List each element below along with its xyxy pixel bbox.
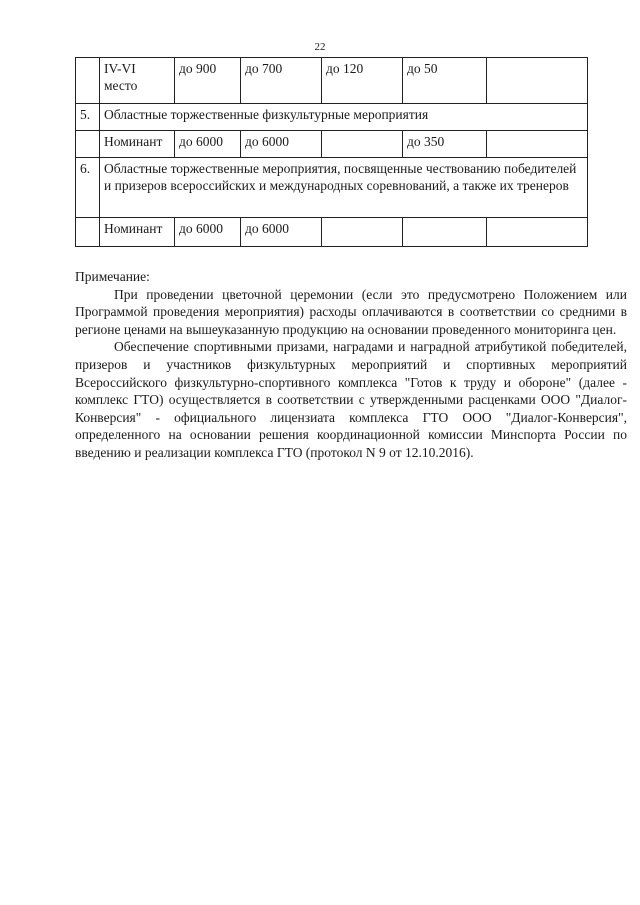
table-cell xyxy=(487,131,588,158)
table-cell xyxy=(322,218,403,247)
row-number-cell: 6. xyxy=(76,158,100,218)
table-row xyxy=(76,131,588,158)
awards-table xyxy=(75,57,588,247)
table-row xyxy=(76,58,588,104)
row-number-cell xyxy=(76,218,100,247)
table-cell: до 50 xyxy=(403,58,487,104)
table-cell xyxy=(322,131,403,158)
table-cell xyxy=(403,218,487,247)
table-cell xyxy=(487,218,588,247)
section-title-cell: Областные торжественные мероприятия, посвященные чествованию победителей и призеров всероссийских и международных соревнований, а также их тренеров xyxy=(100,158,588,218)
page-number: 22 xyxy=(314,41,326,53)
table-cell: до 700 xyxy=(241,58,322,104)
row-label-cell: Номинант xyxy=(100,218,175,247)
row-number-cell xyxy=(76,58,100,104)
table-row xyxy=(76,218,588,247)
row-number-cell xyxy=(76,131,100,158)
table-row xyxy=(76,158,588,218)
row-label-cell: Номинант xyxy=(100,131,175,158)
notes-paragraph: Обеспечение спортивными призами, наградами и наградной атрибутикой победителей, призеров и участников физкультурных мероприятий и спортивных мероприятий Всероссийского физкультурно-спортивного комплекса "Готов к труду и обороне" (далее - комплекс ГТО) осуществляется в соответствии с утвержденными расценками ООО "Диалог-Конверсия" - официального лицензиата комплекса ГТО ООО "Диалог-Конверсия", определенного на основании решения координационной комиссии Минспорта России по введению и реализации комплекса ГТО (протокол N 9 от 12.10.2016). xyxy=(75,339,627,460)
row-number-cell: 5. xyxy=(76,104,100,131)
notes-section xyxy=(75,268,627,462)
table-row xyxy=(76,104,588,131)
table-cell xyxy=(487,58,588,104)
table-cell: до 900 xyxy=(175,58,241,104)
table-cell: до 6000 xyxy=(241,218,322,247)
table-cell: до 120 xyxy=(322,58,403,104)
notes-paragraph: При проведении цветочной церемонии (если это предусмотрено Положением или Программой проведения мероприятия) расходы оплачиваются в соответствии со средними в регионе ценами на вышеуказанную продукцию на основании проведенного мониторинга цен. xyxy=(75,286,627,337)
table-cell: до 6000 xyxy=(175,131,241,158)
table-cell: до 6000 xyxy=(175,218,241,247)
row-label-cell: IV-VI место xyxy=(100,58,175,104)
table-cell: до 6000 xyxy=(241,131,322,158)
section-title-cell: Областные торжественные физкультурные мероприятия xyxy=(100,104,588,131)
table-cell: до 350 xyxy=(403,131,487,158)
notes-heading: Примечание: xyxy=(75,269,150,284)
